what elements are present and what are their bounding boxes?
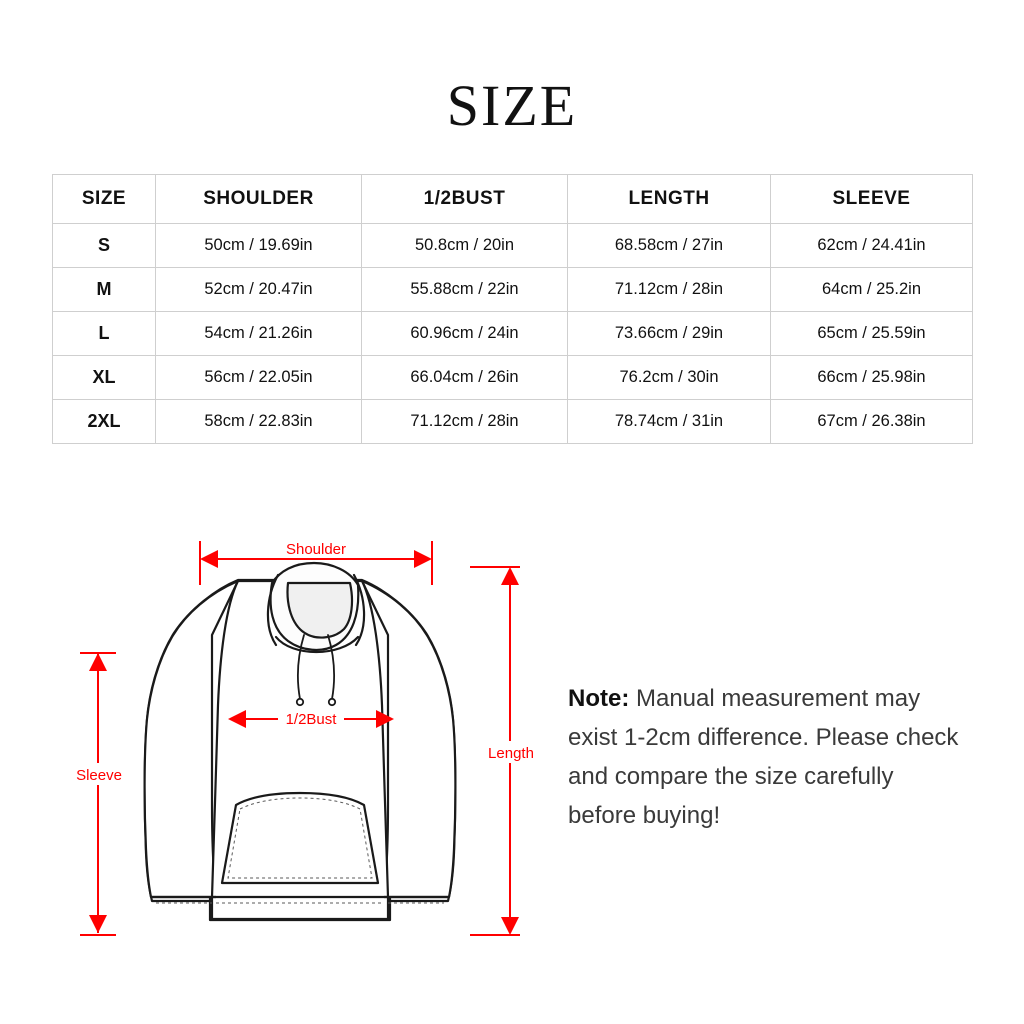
cell-size: L [53, 312, 156, 356]
cell-half-bust: 50.8cm / 20in [362, 224, 568, 268]
label-sleeve: Sleeve [76, 767, 122, 784]
cell-size: S [53, 224, 156, 268]
table-row [53, 268, 973, 312]
column-header-size: SIZE [53, 175, 156, 224]
cell-length: 71.12cm / 28in [568, 268, 771, 312]
column-header-half-bust: 1/2BUST [362, 175, 568, 224]
table-header-row [53, 175, 973, 224]
hoodie-measurement-diagram [40, 505, 560, 975]
cell-length: 73.66cm / 29in [568, 312, 771, 356]
label-shoulder: Shoulder [285, 541, 347, 558]
page-title: SIZE [446, 73, 578, 138]
column-header-length: LENGTH [568, 175, 771, 224]
cell-half-bust: 66.04cm / 26in [362, 356, 568, 400]
cell-shoulder: 54cm / 21.26in [156, 312, 362, 356]
table-row [53, 312, 973, 356]
cell-shoulder: 52cm / 20.47in [156, 268, 362, 312]
cell-size: M [53, 268, 156, 312]
cell-length: 76.2cm / 30in [568, 356, 771, 400]
label-half-bust: 1/2Bust [285, 711, 337, 728]
cell-sleeve: 62cm / 24.41in [771, 224, 973, 268]
cell-shoulder: 58cm / 22.83in [156, 400, 362, 444]
note-text [568, 680, 968, 836]
cell-sleeve: 64cm / 25.2in [771, 268, 973, 312]
cell-sleeve: 67cm / 26.38in [771, 400, 973, 444]
cell-length: 68.58cm / 27in [568, 224, 771, 268]
cell-size: 2XL [53, 400, 156, 444]
cell-length: 78.74cm / 31in [568, 400, 771, 444]
column-header-sleeve: SLEEVE [771, 175, 973, 224]
column-header-shoulder: SHOULDER [156, 175, 362, 224]
size-table [52, 174, 973, 444]
cell-half-bust: 71.12cm / 28in [362, 400, 568, 444]
cell-size: XL [53, 356, 156, 400]
cell-half-bust: 60.96cm / 24in [362, 312, 568, 356]
cell-sleeve: 66cm / 25.98in [771, 356, 973, 400]
cell-sleeve: 65cm / 25.59in [771, 312, 973, 356]
cell-shoulder: 50cm / 19.69in [156, 224, 362, 268]
table-row [53, 400, 973, 444]
table-row [53, 356, 973, 400]
cell-half-bust: 55.88cm / 22in [362, 268, 568, 312]
label-length: Length [488, 745, 534, 762]
note-body: Manual measurement may exist 1-2cm difference. Please check and compare the size carefully before buying! [568, 685, 959, 829]
cell-shoulder: 56cm / 22.05in [156, 356, 362, 400]
note-prefix: Note: [568, 685, 630, 712]
table-row [53, 224, 973, 268]
size-table-container [52, 174, 972, 444]
